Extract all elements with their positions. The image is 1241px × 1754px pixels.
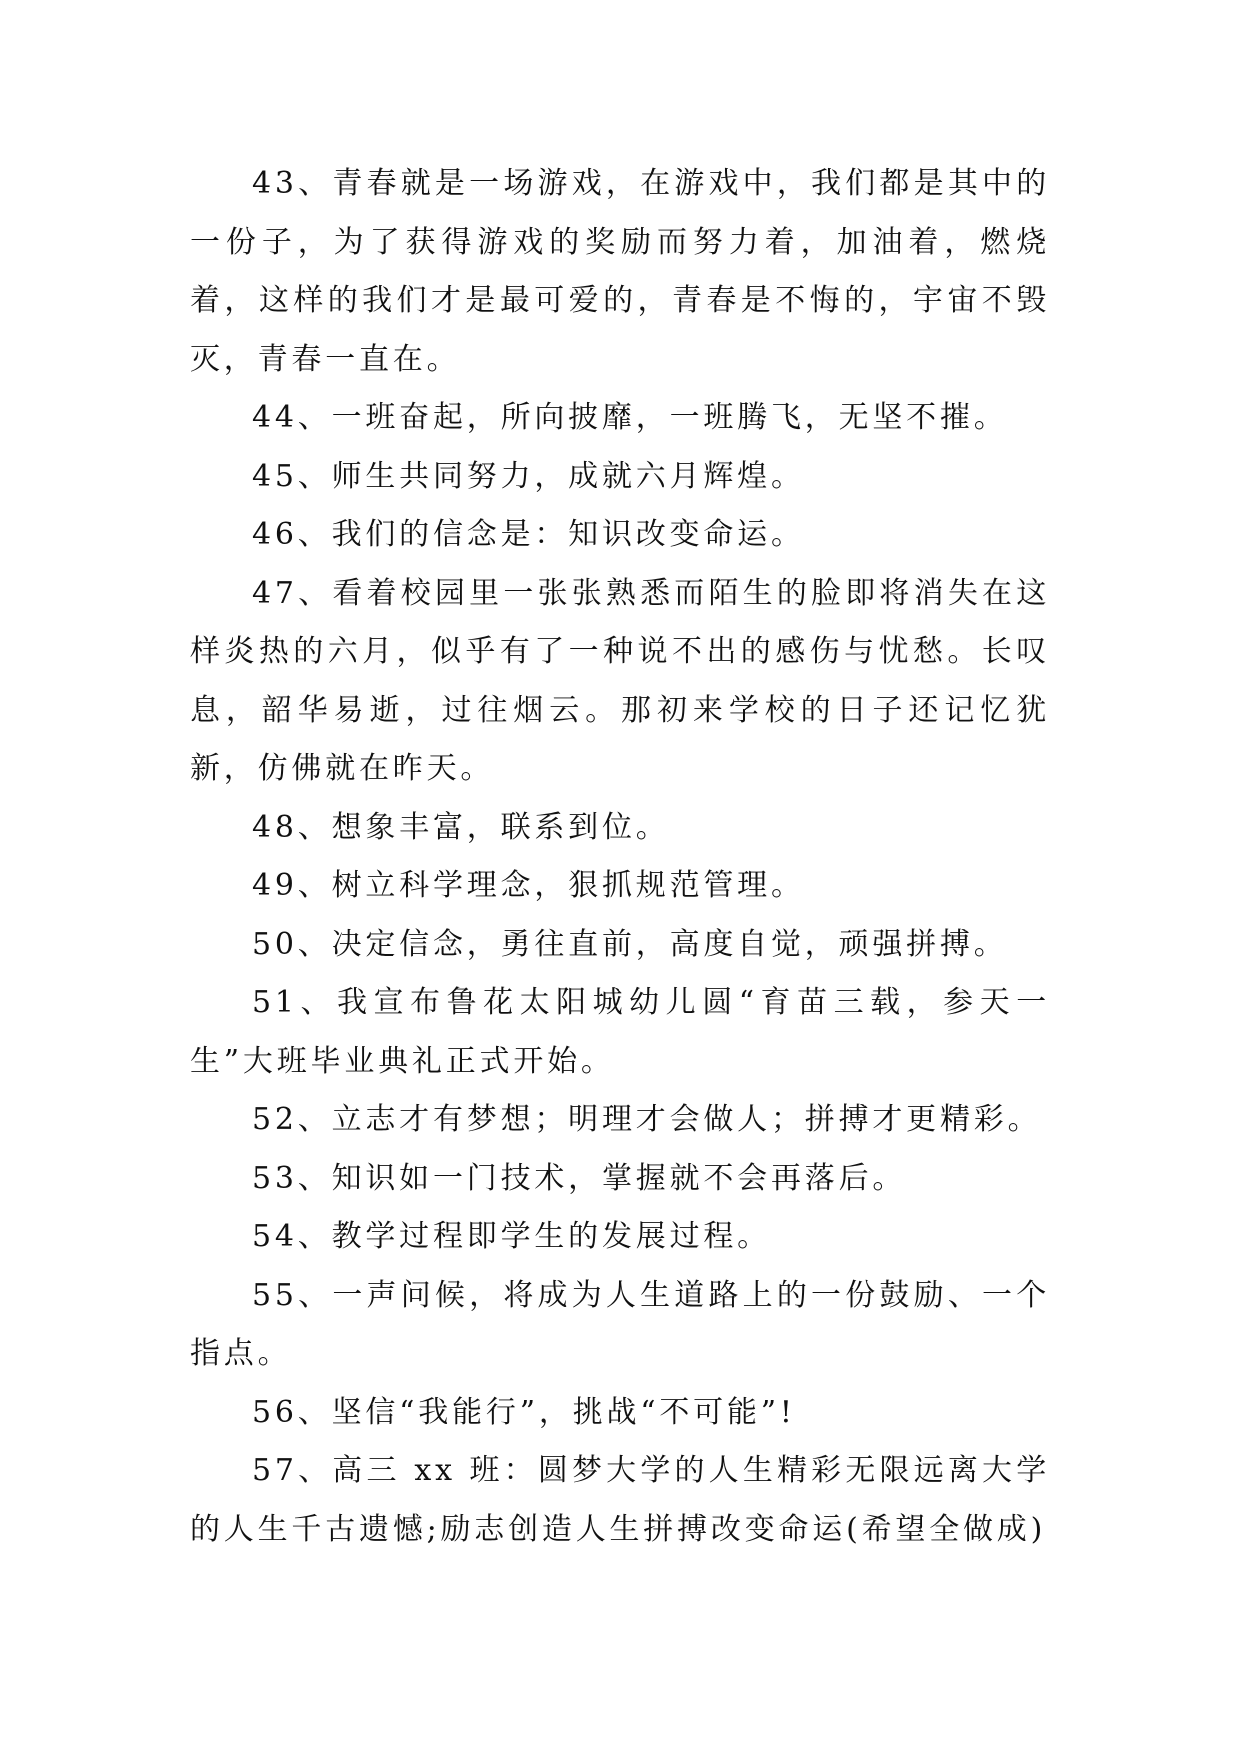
- paragraph-57: 57、高三 xx 班：圆梦大学的人生精彩无限远离大学的人生千古遗憾;励志创造人生拼搏改变命运(希望全做成): [190, 1453, 1050, 1547]
- paragraph-50: 50、决定信念，勇往直前，高度自觉，顽强拼搏。: [252, 926, 1008, 962]
- document-body: [190, 155, 1050, 1559]
- paragraph-51: 51、我宣布鲁花太阳城幼儿圆“育苗三载，参天一生”大班毕业典礼正式开始。: [190, 985, 1050, 1079]
- paragraph-44: 44、一班奋起，所向披靡，一班腾飞，无坚不摧。: [252, 400, 1008, 435]
- paragraph-53: 53、知识如一门技术，掌握就不会再落后。: [252, 1160, 907, 1196]
- paragraph-46: 46、我们的信念是：知识改变命运。: [252, 517, 805, 552]
- paragraph-54: 54、教学过程即学生的发展过程。: [252, 1219, 771, 1254]
- paragraph-49: 49、树立科学理念，狠抓规范管理。: [252, 868, 805, 903]
- paragraph-56: 56、坚信“我能行”，挑战“不可能”!: [252, 1394, 796, 1430]
- paragraph-55: 55、一声问候，将成为人生道路上的一份鼓励、一个指点。: [190, 1277, 1050, 1371]
- paragraph-47: 47、看着校园里一张张熟悉而陌生的脸即将消失在这样炎热的六月，似乎有了一种说不出的感伤与忧愁。长叹息，韶华易逝，过往烟云。那初来学校的日子还记忆犹新，仿佛就在昨天。: [190, 575, 1050, 786]
- paragraph-43: 43、青春就是一场游戏，在游戏中，我们都是其中的一份子，为了获得游戏的奖励而努力着，加油着，燃烧着，这样的我们才是最可爱的，青春是不悔的，宇宙不毁灭，青春一直在。: [190, 166, 1050, 377]
- paragraph-48: 48、想象丰富，联系到位。: [252, 809, 670, 845]
- paragraph-52: 52、立志才有梦想；明理才会做人；拼搏才更精彩。: [252, 1102, 1042, 1137]
- paragraph-45: 45、师生共同努力，成就六月辉煌。: [252, 458, 805, 494]
